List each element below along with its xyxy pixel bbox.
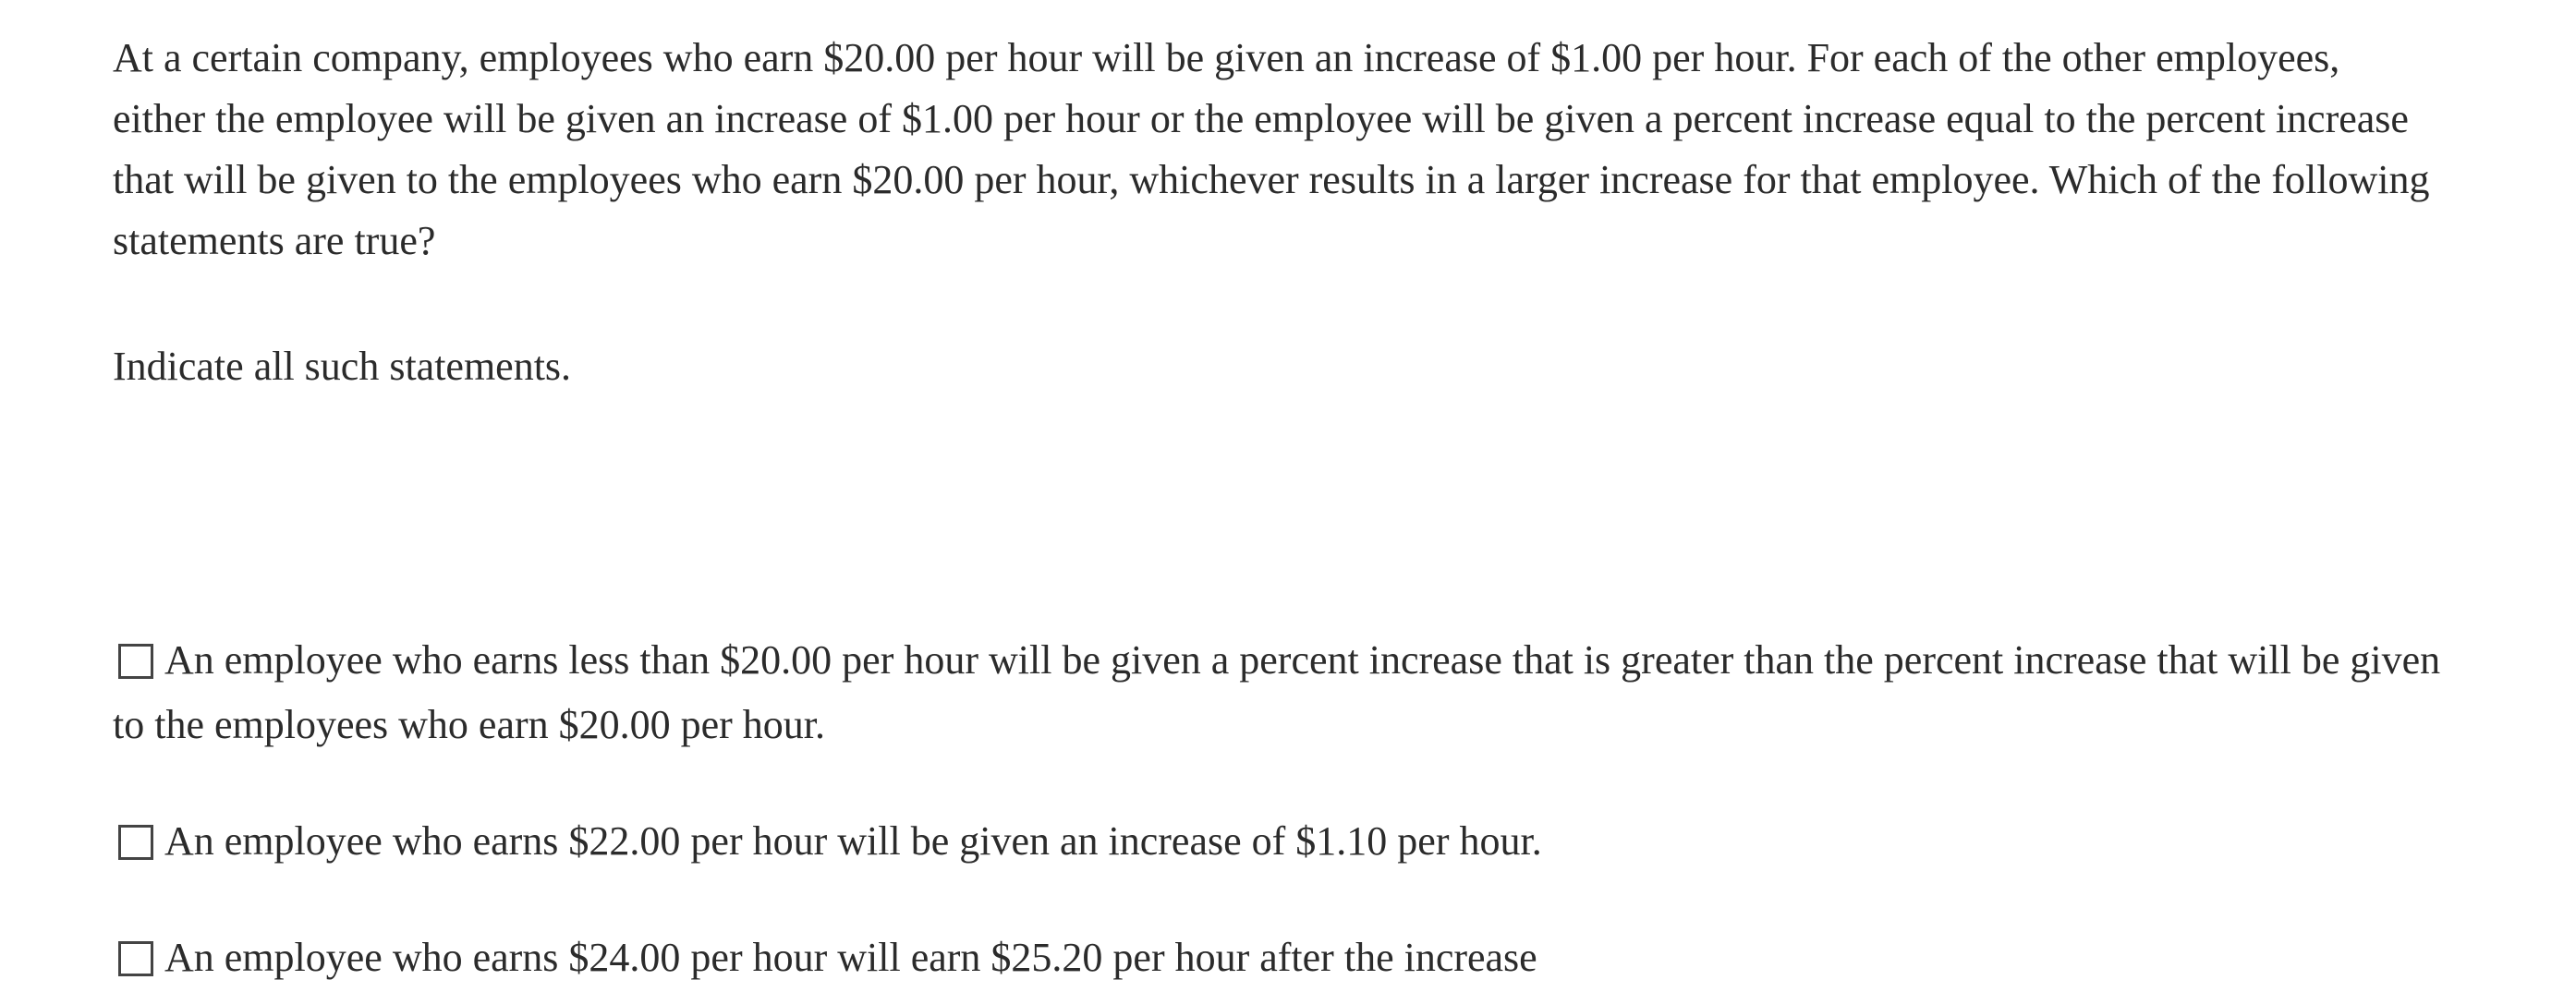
answer-option-1[interactable] <box>113 628 2478 757</box>
answer-option-3[interactable] <box>113 925 2478 990</box>
question-text: At a certain company, employees who earn $20.00 per hour will be given an increase of $1.00 per hour. For each of the other employees, either the employee will be given an increase of $1.00 per hour or the employee will be given a percent increase equal to the percent increase that will be given to the employees who earn $20.00 per hour, whichever results in a larger increase for that employee. Which of the following statements are true? <box>113 35 2430 263</box>
answer-options <box>113 628 2478 990</box>
answer-option-label[interactable]: An employee who earns less than $20.00 per hour will be given a percent increase that is greater than the percent increase that will be given to the employees who earn $20.00 per hour. <box>113 637 2441 747</box>
question-instruction: Indicate all such statements. <box>113 344 572 389</box>
checkbox-icon[interactable] <box>118 941 153 976</box>
checkbox-icon[interactable] <box>118 644 153 679</box>
answer-option-2[interactable] <box>113 809 2478 874</box>
question-container <box>113 28 2478 980</box>
checkbox-icon[interactable] <box>118 825 153 860</box>
answer-option-label[interactable]: An employee who earns $24.00 per hour will earn $25.20 per hour after the increase <box>164 935 1537 980</box>
answer-option-label[interactable]: An employee who earns $22.00 per hour will be given an increase of $1.10 per hour. <box>164 818 1542 864</box>
